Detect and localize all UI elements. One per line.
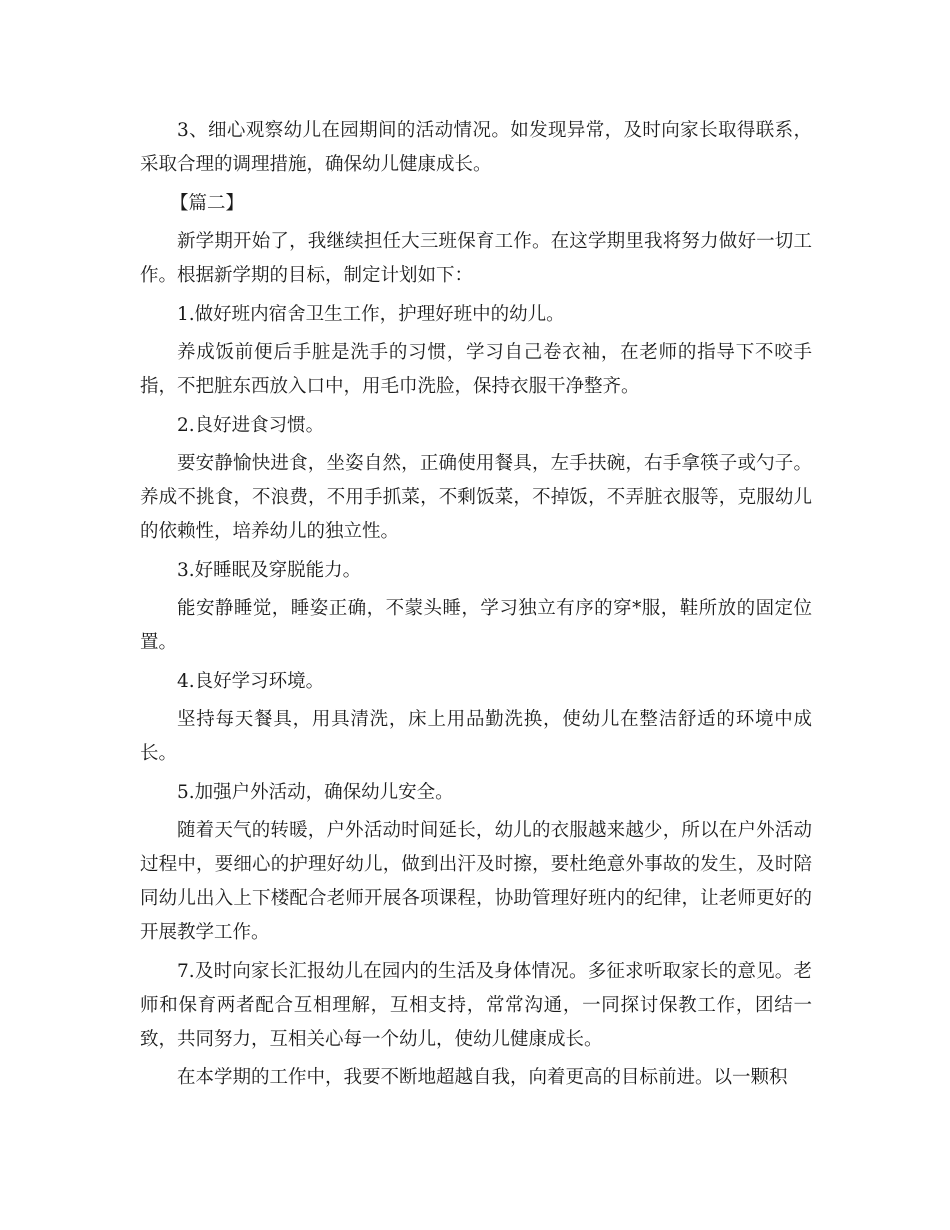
closing-paragraph: 在本学期的工作中，我要不断地超越自我，向着更高的目标前进。以一颗积 [177, 1067, 788, 1088]
plan-item-4-title: 4.良好学习环境。 [177, 670, 325, 692]
plan-item-7-paragraph: 7.及时向家长汇报幼儿在园内的生活及身体情况。多征求听取家长的意见。老师和保育两者配合互相理解，互相支持，常常沟通，一同探讨保教工作，团结一致，共同努力，互相关心每一个幼儿，使幼儿健康成长。 [140, 960, 812, 1050]
plan-item-2-title: 2.良好进食习惯。 [177, 414, 325, 436]
section-heading-part-two: 【篇二】 [170, 192, 245, 214]
intro-paragraph: 新学期开始了，我继续担任大三班保育工作。在这学期里我将努力做好一切工作。根据新学期的目标，制定计划如下： [140, 231, 812, 286]
plan-item-1-body: 养成饭前便后手脏是洗手的习惯，学习自己卷衣袖，在老师的指导下不咬手指，不把脏东西放入口中，用毛巾洗脸，保持衣服干净整齐。 [140, 342, 812, 397]
plan-item-3-body: 能安静睡觉，睡姿正确，不蒙头睡，学习独立有序的穿*服，鞋所放的固定位置。 [140, 598, 812, 653]
plan-item-5-body: 随着天气的转暖，户外活动时间延长，幼儿的衣服越来越少，所以在户外活动过程中，要细心的护理好幼儿，做到出汗及时擦，要杜绝意外事故的发生，及时陪同幼儿出入上下楼配合老师开展各项课程，协助管理好班内的纪律，让老师更好的开展教学工作。 [140, 820, 812, 943]
plan-item-2-body: 要安静愉快进食，坐姿自然，正确使用餐具，左手扶碗，右手拿筷子或勺子。养成不挑食，不浪费，不用手抓菜，不剩饭菜，不掉饭，不弄脏衣服等，克服幼儿的依赖性，培养幼儿的独立性。 [140, 453, 812, 542]
plan-item-4-body: 坚持每天餐具，用具清洗，床上用品勤洗换，使幼儿在整洁舒适的环境中成长。 [140, 709, 812, 764]
document-body [140, 114, 812, 1100]
plan-item-3-title: 3.好睡眠及穿脱能力。 [177, 559, 362, 581]
plan-item-5-title: 5.加强户外活动，确保幼儿安全。 [177, 781, 454, 803]
plan-item-1-title: 1.做好班内宿舍卫生工作，护理好班中的幼儿。 [177, 303, 565, 325]
paragraph-item-3: 3、细心观察幼儿在园期间的活动情况。如发现异常，及时向家长取得联系，采取合理的调理措施，确保幼儿健康成长。 [140, 120, 812, 175]
